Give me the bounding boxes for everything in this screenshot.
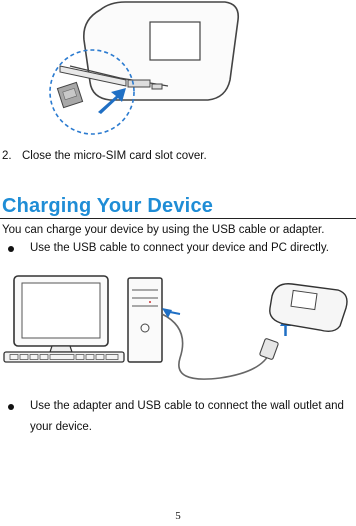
bullet-icon xyxy=(8,404,14,410)
sim-slot-cover-illustration xyxy=(40,0,250,140)
pc-usb-connection-illustration xyxy=(0,268,356,388)
heading-divider xyxy=(0,218,356,219)
list-item-text: Use the USB cable to connect your device and PC directly. xyxy=(30,242,329,254)
list-item-text: Use the adapter and USB cable to connect the wall outlet and your device. xyxy=(30,400,344,433)
page-number: 5 xyxy=(175,510,181,522)
intro-paragraph: You can charge your device by using the USB cable or adapter. xyxy=(2,224,325,236)
step-number: 2. xyxy=(2,150,12,162)
section-heading: Charging Your Device xyxy=(2,195,214,217)
step-text: Close the micro-SIM card slot cover. xyxy=(22,150,207,162)
bullet-icon xyxy=(8,246,14,252)
